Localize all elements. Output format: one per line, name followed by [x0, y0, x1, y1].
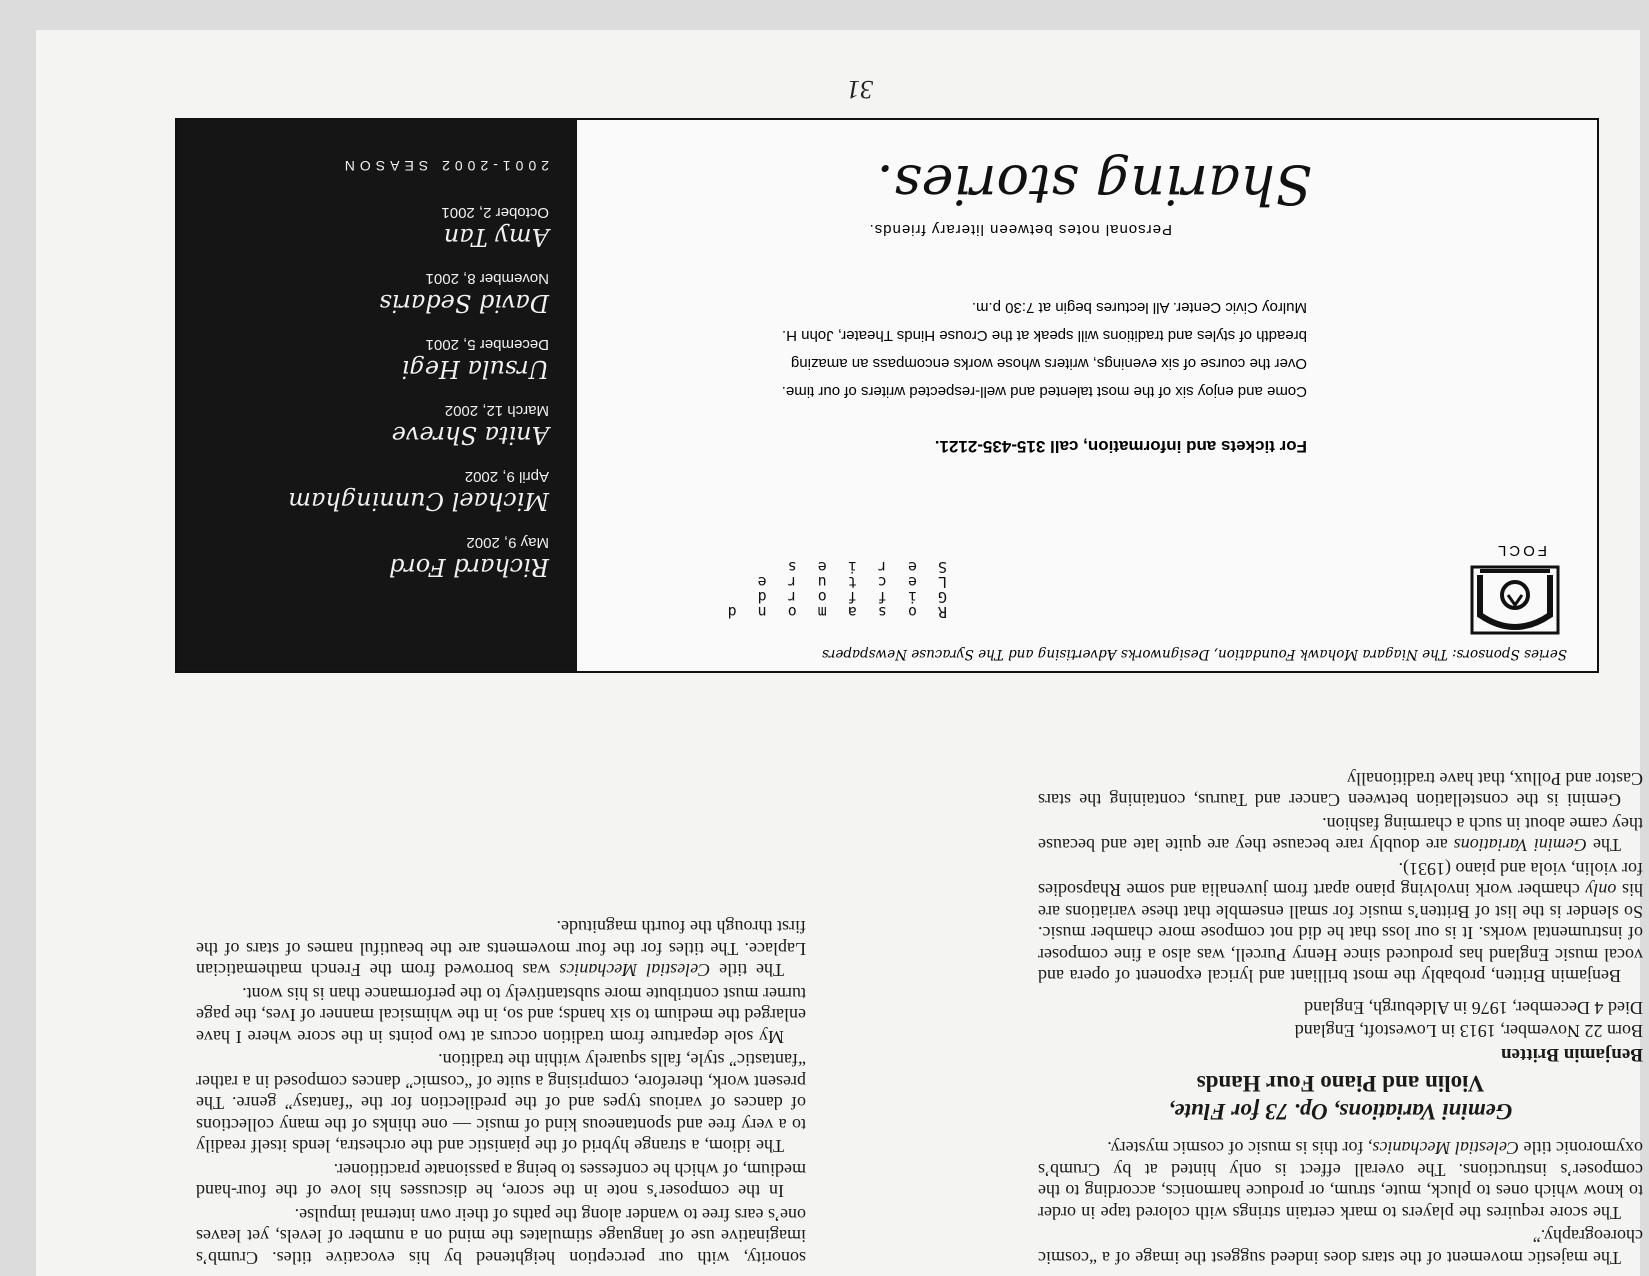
- paragraph-text: The: [1593, 835, 1621, 856]
- paragraph: [196, 916, 806, 981]
- piece-title-line: Gemini Variations, Op. 73 for Flute,: [1168, 1099, 1513, 1124]
- paragraph: [1038, 1137, 1643, 1223]
- ad-tagline: Personal notes between literary friends.: [868, 221, 1172, 238]
- paragraph: My sole departure from tradition occurs at two points in the score where I have enlarged the medium to six hands; and so, in the whimsical manner of Ives, the page turner must contribute more substantively to the performance than is his wont.: [196, 984, 806, 1047]
- focl-logo: [1245, 535, 1575, 635]
- focl-emblem-icon: [1470, 565, 1560, 635]
- ad-headline: Sharing stories.: [876, 153, 1312, 216]
- paragraph: The majestic movement of the stars does indeed suggest the image of a “cosmic choreography.”: [1038, 1226, 1643, 1268]
- series-name-block: [722, 559, 947, 619]
- paragraph: In the composer’s note in the score, he discusses his love of the four-hand medium, of which he confesses to being a passionate practitioner.: [196, 1160, 806, 1202]
- lecturer-item: [392, 402, 549, 449]
- lecture-date: December 5, 2001: [425, 336, 549, 353]
- lecture-date: November 8, 2001: [425, 270, 549, 287]
- left-text-column: [1038, 766, 1643, 1269]
- paragraph-text: are doubly rare because they are quite late and because they came about in such a charming fashion.: [1037, 814, 1643, 856]
- lecturer-item: [441, 204, 549, 251]
- composer-name: Benjamin Britten: [1501, 1044, 1643, 1065]
- lecture-date: March 12, 2002: [444, 402, 549, 419]
- lecture-date: October 2, 2001: [441, 204, 549, 221]
- paragraph-text: The score requires the players to mark certain strings with colored tape in order to know which ones to pluck, mute, strum, or produce harmonics, according to the composer’s instructions. The overall effect is only hinted at by Crumb’s oxymoronic title: [1038, 1138, 1643, 1223]
- focl-label: FOCL: [1494, 542, 1547, 559]
- piece-title: [1038, 1069, 1643, 1125]
- series-name-line: S e r i e s: [781, 558, 947, 576]
- lecture-date: April 9, 2002: [464, 468, 549, 485]
- paragraph-text: chamber work involving piano apart from juvenalia and some Rhapsodies for violin, viola and piano (1931).: [1037, 859, 1643, 901]
- paragraph-text: The title: [719, 960, 784, 981]
- italic-title: Celestial Mechanics,: [1368, 1138, 1520, 1159]
- paragraph: The idiom, a strange hybrid of the pianistic and the orchestra, lends itself readily to a very free and spontaneous kind of music — one thinks of the many collections of dances of various types and of the predilection for the “fantasy” genre. The present work, therefore, comprising a suite of “cosmic” dances composed in a rather “fantastic” style, falls squarely within the tradition.: [196, 1050, 806, 1157]
- lecturer-name: Ursula Hegi: [401, 355, 549, 383]
- composer-born: Born 22 November, 1913 in Lowestoft, England: [1294, 1021, 1643, 1042]
- ticket-info: For tickets and information, call 315-435-2121.: [934, 437, 1307, 456]
- series-name-line: R o s a m o n d: [721, 603, 947, 621]
- lecturer-item: [389, 534, 549, 581]
- season-label: 2001-2002 SEASON: [339, 158, 549, 174]
- lecturer-name: Anita Shreve: [391, 421, 549, 449]
- italic-title: Gemini Variations: [1453, 835, 1587, 856]
- sponsors-line: Series Sponsors: The Niagara Mohawk Foundation, Designworks Advertising and The Syracuse Newspapers: [821, 646, 1567, 662]
- series-name-line: G i f f o r d: [751, 588, 947, 606]
- paragraph: Gemini is the constellation between Cancer and Taurus, containing the stars Castor and Pollux, that have traditionally: [1038, 769, 1643, 811]
- paragraph-text: for this is music of cosmic mystery.: [1107, 1138, 1364, 1159]
- page-number: 31: [847, 75, 873, 104]
- lecture-series-ad: [175, 118, 1599, 673]
- lecturers-panel: [177, 120, 577, 671]
- composer-died: Died 4 December, 1976 in Aldeburgh, England: [1304, 998, 1643, 1018]
- paragraph-text: Benjamin Britten, probably the most brilliant and lyrical exponent of opera and vocal music England has produced since Henry Purcell, was also a fine composer of instrumental works. It is our loss that he did not compose more chamber music. So slender is the list of Britten’s music for small ensemble that these variations are his: [1038, 880, 1643, 987]
- paragraph-text: was borrowed from the French mathematician Laplace. The titles for the four movements are the beautiful names of stars of the first through the fourth magnitude.: [196, 917, 806, 981]
- lecturer-item: [379, 270, 549, 317]
- ad-info-panel: [577, 120, 1597, 671]
- lecturer-item: [288, 468, 549, 515]
- lecturer-name: Amy Tan: [443, 223, 549, 251]
- paragraph: [1038, 858, 1643, 987]
- right-text-column: [196, 914, 806, 1268]
- paragraph: sonority, with our perception heightened by his evocative titles. Crumb’s imaginative use of language stimulates the mind on a number of levels, yet leaves one’s ears free to wander along the paths of their own internal impulse.: [196, 1205, 806, 1268]
- italic-word: only: [1585, 880, 1617, 901]
- lecturer-item: [402, 336, 549, 383]
- ad-description: Come and enjoy six of the most talented and well-respected writers of our time. Over the course of six evenings, writers whose works encompass an amazing breadth of styles and traditions will speak at the Crouse Hinds Theater, John H. Mulroy Civic Center. All lectures begin at 7:30 p.m.: [781, 299, 1307, 400]
- italic-title: Celestial Mechanics: [559, 960, 711, 981]
- lecturer-name: David Sedaris: [379, 289, 549, 317]
- series-name-line: L e c t u r e: [751, 573, 947, 591]
- piece-title-line: Violin and Piano Four Hands: [1196, 1071, 1485, 1096]
- lecture-date: May 9, 2002: [466, 534, 549, 551]
- lecturer-name: Michael Cunningham: [288, 487, 549, 515]
- paragraph: [1038, 813, 1643, 856]
- lecturer-name: Richard Ford: [388, 553, 549, 581]
